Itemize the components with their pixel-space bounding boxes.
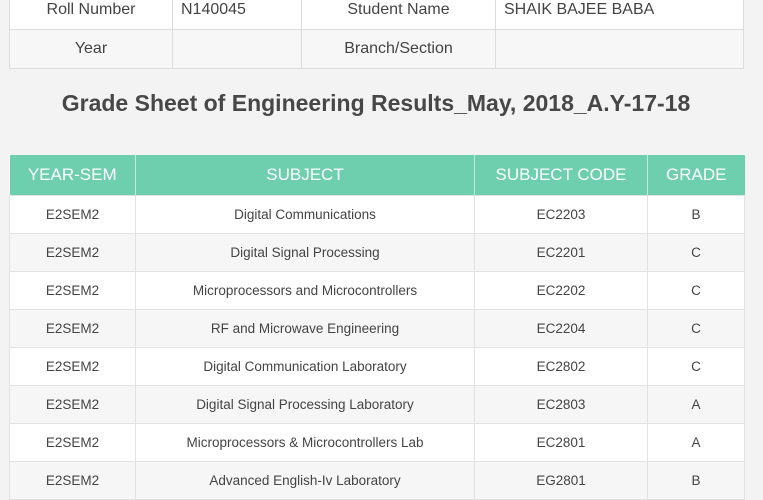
row-subject-code: EC2201 bbox=[475, 234, 648, 272]
row-subject-code: EC2802 bbox=[475, 348, 648, 386]
branch-section-label: Branch/Section bbox=[302, 30, 496, 69]
row-grade: B bbox=[648, 196, 745, 234]
year-value bbox=[173, 30, 302, 69]
header-subject: SUBJECT bbox=[136, 155, 475, 196]
row-subject-code: EC2801 bbox=[475, 424, 648, 462]
header-subject-code: SUBJECT CODE bbox=[475, 155, 648, 196]
row-grade: C bbox=[648, 310, 745, 348]
student-info-row-1 bbox=[10, 0, 744, 30]
student-name-value: SHAIK BAJEE BABA bbox=[496, 0, 744, 30]
row-subject-code: EC2202 bbox=[475, 272, 648, 310]
row-subject: Microprocessors & Microcontrollers Lab bbox=[136, 424, 475, 462]
table-row bbox=[10, 310, 745, 348]
row-grade: C bbox=[648, 272, 745, 310]
row-subject-code: EC2203 bbox=[475, 196, 648, 234]
page-title: Grade Sheet of Engineering Results_May, 2018_A.Y-17-18 bbox=[61, 90, 691, 116]
row-subject: Digital Signal Processing bbox=[136, 234, 475, 272]
grade-table bbox=[9, 155, 745, 500]
row-grade: A bbox=[648, 424, 745, 462]
row-subject: RF and Microwave Engineering bbox=[136, 310, 475, 348]
table-row bbox=[10, 348, 745, 386]
row-year-sem: E2SEM2 bbox=[10, 196, 136, 234]
row-year-sem: E2SEM2 bbox=[10, 310, 136, 348]
row-subject: Advanced English-Iv Laboratory bbox=[136, 462, 475, 500]
student-info-row-2 bbox=[10, 30, 744, 69]
row-grade: A bbox=[648, 386, 745, 424]
student-info-table bbox=[9, 0, 744, 69]
row-subject-code: EC2803 bbox=[475, 386, 648, 424]
row-grade: C bbox=[648, 348, 745, 386]
row-subject: Digital Signal Processing Laboratory bbox=[136, 386, 475, 424]
table-row bbox=[10, 196, 745, 234]
header-year-sem: YEAR-SEM bbox=[10, 155, 136, 196]
row-subject-code: EC2204 bbox=[475, 310, 648, 348]
table-row bbox=[10, 272, 745, 310]
table-row bbox=[10, 424, 745, 462]
row-subject: Digital Communication Laboratory bbox=[136, 348, 475, 386]
table-row bbox=[10, 386, 745, 424]
row-subject: Digital Communications bbox=[136, 196, 475, 234]
year-label: Year bbox=[10, 30, 173, 69]
row-grade: B bbox=[648, 462, 745, 500]
branch-section-value bbox=[496, 30, 744, 69]
row-year-sem: E2SEM2 bbox=[10, 424, 136, 462]
row-year-sem: E2SEM2 bbox=[10, 348, 136, 386]
row-year-sem: E2SEM2 bbox=[10, 462, 136, 500]
student-name-label: Student Name bbox=[302, 0, 496, 30]
row-year-sem: E2SEM2 bbox=[10, 272, 136, 310]
table-row bbox=[10, 234, 745, 272]
row-year-sem: E2SEM2 bbox=[10, 386, 136, 424]
grade-table-header-row bbox=[10, 155, 745, 196]
row-subject: Microprocessors and Microcontrollers bbox=[136, 272, 475, 310]
roll-number-value: N140045 bbox=[173, 0, 302, 30]
row-subject-code: EG2801 bbox=[475, 462, 648, 500]
table-row bbox=[10, 462, 745, 500]
row-year-sem: E2SEM2 bbox=[10, 234, 136, 272]
roll-number-label: Roll Number bbox=[10, 0, 173, 30]
row-grade: C bbox=[648, 234, 745, 272]
header-grade: GRADE bbox=[648, 155, 745, 196]
